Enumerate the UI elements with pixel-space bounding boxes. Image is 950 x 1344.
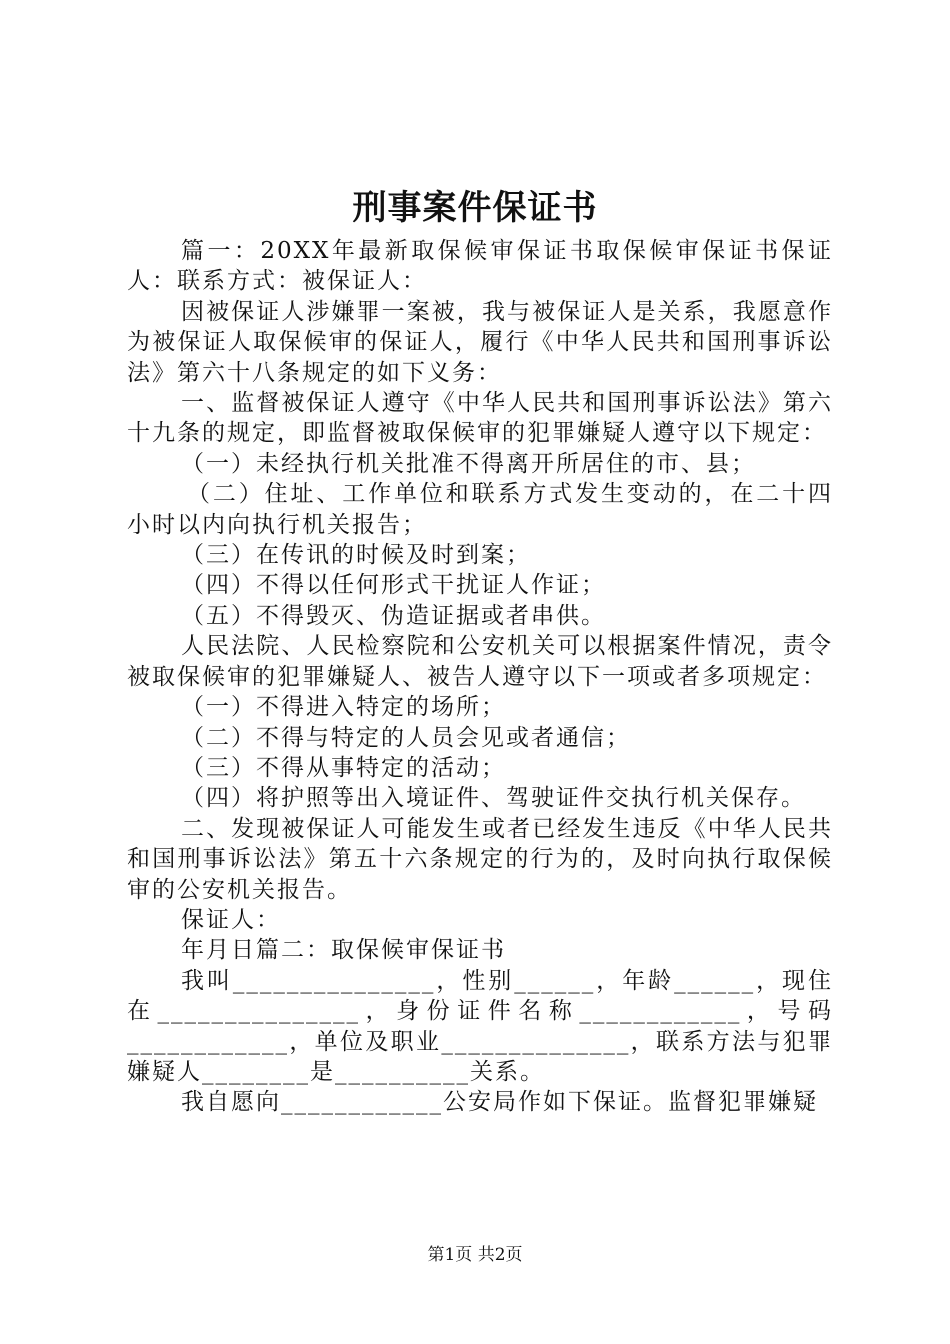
list-item: （五）不得毁灭、伪造证据或者串供。 <box>181 602 606 629</box>
paragraph-intro: 篇一：20XX年最新取保候审保证书取保候审保证书保证人：联系方式：被保证人： <box>127 238 833 295</box>
paragraph-pledge: 我自愿向____________公安局作如下保证。监督犯罪嫌疑 <box>181 1089 818 1116</box>
list-item: （一）未经执行机关批准不得离开所居住的市、县； <box>181 450 756 477</box>
date-and-section-two: 年月日篇二：取保候审保证书 <box>181 937 506 964</box>
paragraph-duty-2: 二、发现被保证人可能发生或者已经发生违反《中华人民共和国刑事诉讼法》第五十六条规定的行为的，及时向执行取保候审的公安机关报告。 <box>127 815 833 903</box>
page-number-footer: 第1页 共2页 <box>427 1245 523 1265</box>
paragraph-duty-1: 一、监督被保证人遵守《中华人民共和国刑事诉讼法》第六十九条的规定，即监督被取保候审的犯罪嫌疑人遵守以下规定： <box>127 390 833 447</box>
list-item: （一）不得进入特定的场所； <box>181 694 506 721</box>
list-item: （三）不得从事特定的活动； <box>181 754 506 781</box>
document-body <box>127 236 833 1118</box>
list-item: （四）不得以任何形式干扰证人作证； <box>181 572 606 599</box>
paragraph-guarantee: 因被保证人涉嫌罪一案被，我与被保证人是关系，我愿意作为被保证人取保候审的保证人，履行《中华人民共和国刑事诉讼法》第六十八条规定的如下义务： <box>127 298 833 386</box>
paragraph-personal-info: 我叫_______________，性别______，年龄______，现住在_______________，身份证件名称____________，号码____________，单位及职业______________，联系方法与犯罪嫌疑人________是__________关系。 <box>127 967 833 1085</box>
list-item: （三）在传讯的时候及时到案； <box>181 542 531 569</box>
list-item: （二）不得与特定的人员会见或者通信； <box>181 724 631 751</box>
list-item: （四）将护照等出入境证件、驾驶证件交执行机关保存。 <box>181 785 806 812</box>
paragraph-court-order: 人民法院、人民检察院和公安机关可以根据案件情况，责令被取保候审的犯罪嫌疑人、被告人遵守以下一项或者多项规定： <box>127 633 833 690</box>
signature-label: 保证人： <box>181 906 281 933</box>
document-title: 刑事案件保证书 <box>352 188 598 228</box>
list-item: （二）住址、工作单位和联系方式发生变动的，在二十四小时以内向执行机关报告； <box>127 481 833 538</box>
